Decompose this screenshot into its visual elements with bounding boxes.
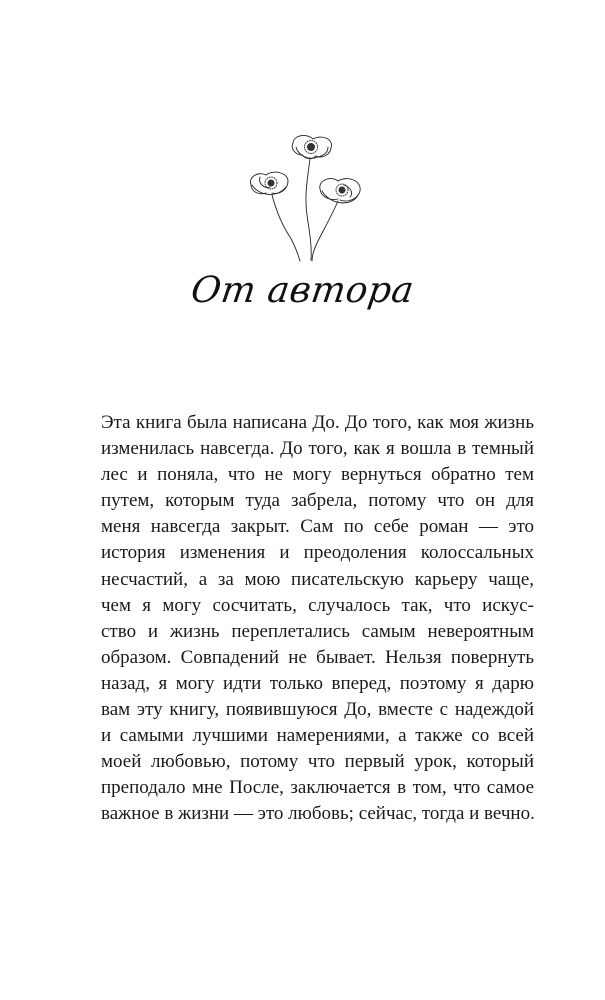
chapter-title: От автора: [188, 270, 417, 311]
text-line: ство и жизнь переплетались самым невероятным: [101, 620, 534, 642]
left-poppy-flower: [250, 172, 300, 261]
text-line: и самыми лучшими намерениями, а также со всей: [101, 725, 534, 747]
text-line: образом. Совпадений не бывает. Нельзя повернуть: [101, 646, 534, 668]
text-line: путем, которым туда забрела, потому что он для: [101, 490, 534, 512]
text-line: важное в жизни — это любовь; сейчас, тогда и вечно.: [101, 803, 535, 825]
right-poppy-flower: [312, 179, 360, 261]
poppy-flowers-icon: [238, 125, 378, 265]
text-line: изменилась навсегда. До того, как я вошла в темный: [101, 438, 534, 460]
text-line: Эта книга была написана До. До того, как моя жизнь: [101, 412, 534, 433]
body-text: [101, 410, 534, 828]
text-line: чем я могу сосчитать, случалось так, что искус-: [101, 594, 534, 616]
text-line: моей любовью, потому что первый урок, который: [101, 751, 534, 773]
text-line: история изменения и преодоления колоссальных: [101, 542, 534, 564]
text-line: меня навсегда закрыт. Сам по себе роман — это: [101, 516, 534, 538]
text-line: вам эту книгу, появившуюся До, вместе с надеждой: [101, 699, 534, 721]
text-line: лес и поняла, что не могу вернуться обратно тем: [101, 464, 534, 486]
text-line: несчастий, а за мою писательскую карьеру чаще,: [101, 568, 534, 590]
text-line: преподало мне После, заключается в том, что самое: [101, 777, 534, 799]
text-line: назад, я могу идти только вперед, поэтому я дарю: [101, 672, 534, 694]
